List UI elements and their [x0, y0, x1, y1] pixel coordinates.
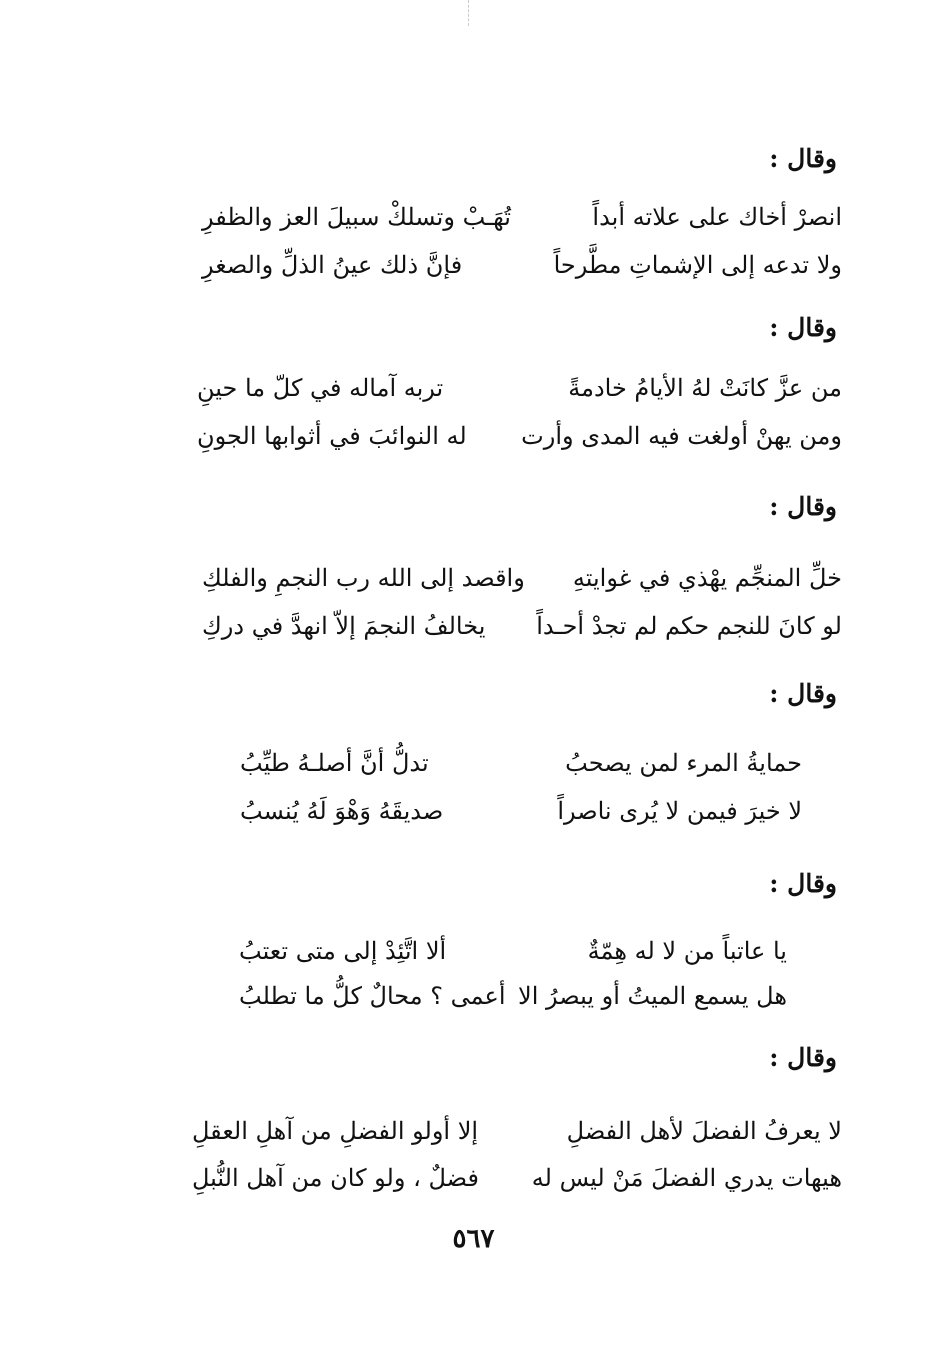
verse-line: [240, 791, 802, 831]
verse-second-hemistich: ألا اتَّئِدْ إلى متى تعتبُ: [239, 937, 447, 965]
verse-first-hemistich: ولا تدعه إلى الإشماتِ مطَّرحاً: [553, 251, 842, 279]
verse-line: [239, 976, 787, 1016]
verse-first-hemistich: هل يسمع الميتُ أو يبصرُ الا: [518, 982, 787, 1010]
verse-first-hemistich: يا عاتباً من لا له هِمّةٌ: [587, 937, 787, 965]
verse-first-hemistich: لو كانَ للنجم حكم لم تجدْ أحـداً: [536, 612, 842, 640]
verse-line: [202, 245, 842, 285]
verse-line: [197, 368, 842, 408]
page-number: ٥٦٧: [452, 1224, 495, 1254]
verse-second-hemistich: أعمى ؟ محالٌ كلُّ ما تطلبُ: [239, 982, 506, 1010]
verse-second-hemistich: فضلٌ ، ولو كان من آهل النُّبلِ: [192, 1164, 479, 1192]
verse-second-hemistich: له النوائبَ في أثوابها الجونِ: [197, 422, 467, 450]
section-heading: وقال :: [769, 679, 837, 708]
verse-second-hemistich: تُهَـبْ وتسلكْ سبيلَ العز والظفرِ: [202, 203, 511, 231]
verse-line: [192, 1158, 842, 1198]
verse-second-hemistich: تربه آماله في كلّ ما حينِ: [197, 374, 444, 402]
section-heading: وقال :: [769, 313, 837, 342]
verse-line: [240, 743, 802, 783]
verse-first-hemistich: من عزَّ كانَتْ لهُ الأيامُ خادمةً: [568, 374, 842, 402]
verse-line: [192, 1111, 842, 1151]
section-heading: وقال :: [769, 869, 837, 898]
verse-first-hemistich: لا يعرفُ الفضلَ لأهل الفضلِ: [566, 1117, 842, 1145]
verse-line: [202, 606, 842, 646]
verse-line: [202, 558, 842, 598]
verse-line: [202, 197, 842, 237]
verse-first-hemistich: خلِّ المنجِّم يهْذي في غوايتهِ: [572, 564, 842, 592]
scan-artifact-line: [468, 0, 470, 26]
verse-first-hemistich: لا خيرَ فيمن لا يُرى ناصراً: [557, 797, 802, 825]
section-heading: وقال :: [769, 492, 837, 521]
verse-second-hemistich: تدلُّ أنَّ أصلـهُ طيِّبُ: [240, 749, 429, 777]
section-heading: وقال :: [769, 144, 837, 173]
verse-line: [197, 416, 842, 456]
verse-second-hemistich: يخالفُ النجمَ إلاّ انهدَّ في دركِ: [202, 612, 486, 640]
verse-line: [239, 931, 787, 971]
section-heading: وقال :: [769, 1043, 837, 1072]
verse-second-hemistich: واقصد إلى الله رب النجمِ والفلكِ: [202, 564, 525, 592]
verse-first-hemistich: انصرْ أخاك على علاته أبداً: [592, 203, 842, 231]
verse-second-hemistich: إلا أولو الفضلِ من آهلِ العقلِ: [192, 1117, 479, 1145]
verse-second-hemistich: فإنَّ ذلك عينُ الذلِّ والصغرِ: [202, 251, 463, 279]
verse-first-hemistich: ومن يهنْ أولغت فيه المدى وأرت: [521, 422, 842, 450]
verse-first-hemistich: حمايةُ المرء لمن يصحبُ: [565, 749, 802, 777]
verse-second-hemistich: صديقَهُ وَهْوَ لَهُ يُنسبُ: [240, 797, 444, 825]
verse-first-hemistich: هيهات يدري الفضلَ مَنْ ليس له: [531, 1164, 842, 1192]
